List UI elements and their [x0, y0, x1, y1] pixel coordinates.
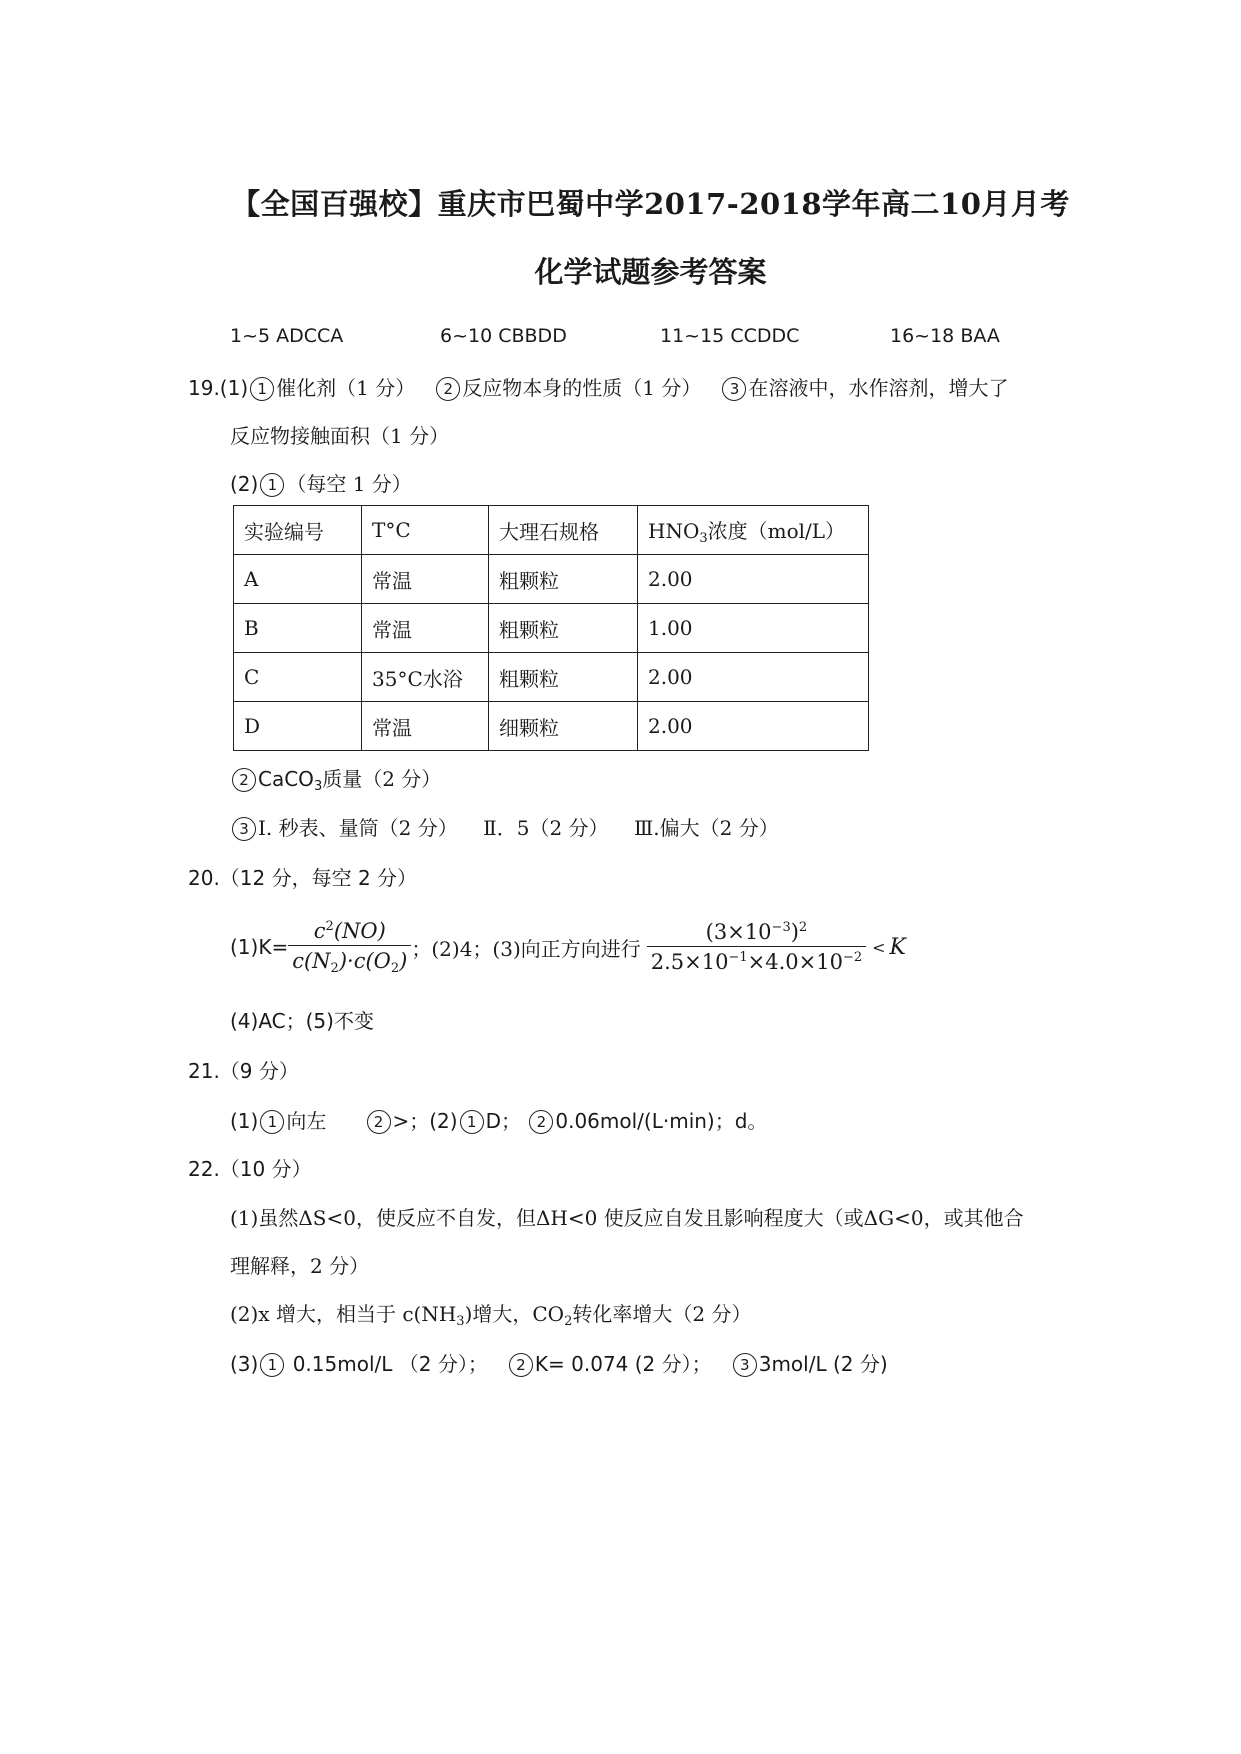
circled-3-icon: 3 [733, 1353, 757, 1377]
circled-2-icon: 2 [367, 1110, 391, 1134]
q20-tail: K [889, 934, 906, 960]
q19-part2-c-3: Ⅲ.偏大（2 分） [633, 816, 779, 840]
table-cell: 常温 [362, 702, 489, 751]
circled-3-icon: 3 [722, 377, 746, 401]
qc-expression: $\frac{(3\times 10^{-3})^2}{2.5\times 10^{-1}\times 4.0\times 10^{-2}}$ [647, 920, 866, 974]
q19-part1-a: 催化剂（1 分） [276, 376, 416, 400]
q19-line1 [188, 372, 1008, 401]
circled-1-icon: 1 [260, 1353, 284, 1377]
circled-2-icon: 2 [232, 768, 256, 792]
table-cell: 2.00 [638, 555, 869, 604]
circled-2-icon: 2 [509, 1353, 533, 1377]
table-cell: 粗颗粒 [489, 653, 638, 702]
table-cell: D [234, 702, 362, 751]
table-row [234, 604, 869, 653]
table-cell: A [234, 555, 362, 604]
table-cell: 1.00 [638, 604, 869, 653]
experiment-table [233, 505, 869, 751]
table-row [234, 555, 869, 604]
q19-part2-prefix: (2) [230, 472, 259, 496]
circled-1-icon: 1 [250, 377, 274, 401]
q19-part2-c-1: Ⅰ. 秒表、量筒（2 分） [258, 816, 458, 840]
q22-line2: (2)x 增大，相当于 $c(NH_3)$增大，$CO_2$转化率增大（2 分） [230, 1302, 752, 1329]
q22-line1-cont: 理解释，2 分） [230, 1254, 370, 1278]
table-row [234, 653, 869, 702]
table-cell: 粗颗粒 [489, 555, 638, 604]
q21-line: (1) 1 向左 2 >；(2) 1 D； 2 0.06mol/(L·min)；d。 [230, 1109, 768, 1133]
circled-1-icon: 1 [260, 1110, 284, 1134]
q20-head: 20.（12 分，每空 2 分） [188, 866, 418, 890]
table-cell: 2.00 [638, 702, 869, 751]
k-expression: $\frac{c^2(NO)}{c(N_2)\cdot c(O_2)}$ [288, 919, 411, 976]
table-header-cell: 大理石规格 [489, 506, 638, 555]
table-cell: C [234, 653, 362, 702]
q22-line3: (3) 1 0.15mol/L （2 分）； 2 K= 0.074 (2 分）； 3 3mol/L (2 分) [230, 1352, 888, 1376]
table-cell: 2.00 [638, 653, 869, 702]
table-header-row [234, 506, 869, 555]
circled-1-icon: 1 [260, 473, 284, 497]
table-cell: 常温 [362, 604, 489, 653]
mc-answer-3: 11~15 CCDDC [660, 325, 800, 347]
table-cell: 常温 [362, 555, 489, 604]
q22-line1: (1)虽然ΔS<0，使反应不自发，但ΔH<0 使反应自发且影响程度大（或ΔG<0，或其他合 [230, 1206, 1024, 1230]
table-cell: 35°C水浴 [362, 653, 489, 702]
q20-formula-line [230, 912, 906, 982]
q22-head: 22.（10 分） [188, 1157, 312, 1181]
q20-mid: ；(2)4；(3)向正方向进行 [411, 936, 641, 961]
q19-part2-note: （每空 1 分） [286, 472, 412, 496]
mc-answer-4: 16~18 BAA [890, 325, 1000, 347]
table-header-cell: $HNO_3$浓度（mol/L） [638, 506, 869, 555]
q19-part2-b: 2 CaCO$_3$质量（2 分） [230, 763, 441, 794]
mc-answer-1: 1~5 ADCCA [230, 325, 344, 347]
circled-2-icon: 2 [529, 1110, 553, 1134]
q21-head: 21.（9 分） [188, 1059, 299, 1083]
q20-k-prefix: (1)K= [230, 935, 289, 959]
table-header-cell: 实验编号 [234, 506, 362, 555]
q19-part2-c-2: Ⅱ．5（2 分） [483, 816, 609, 840]
page-subtitle: 化学试题参考答案 [534, 255, 767, 289]
page-title: 【全国百强校】重庆市巴蜀中学2017-2018学年高二10月月考 [231, 187, 1070, 221]
less-than-icon: < [872, 937, 886, 957]
q19-part2-line [230, 468, 412, 497]
table-cell: B [234, 604, 362, 653]
circled-1-icon: 1 [460, 1110, 484, 1134]
q19-prefix: 19.(1) [188, 376, 249, 400]
circled-2-icon: 2 [436, 377, 460, 401]
table-cell: 粗颗粒 [489, 604, 638, 653]
q20-line2: (4)AC；(5)不变 [230, 1009, 374, 1033]
circled-3-icon: 3 [232, 817, 256, 841]
q19-part2-c [230, 812, 779, 841]
q19-part1-b: 反应物本身的性质（1 分） [462, 376, 702, 400]
q19-part1-c: 在溶液中，水作溶剂，增大了 [748, 376, 1009, 400]
q19-line1-cont: 反应物接触面积（1 分） [230, 424, 450, 448]
table-cell: 细颗粒 [489, 702, 638, 751]
mc-answer-2: 6~10 CBBDD [440, 325, 567, 347]
table-header-cell: T°C [362, 506, 489, 555]
table-row [234, 702, 869, 751]
